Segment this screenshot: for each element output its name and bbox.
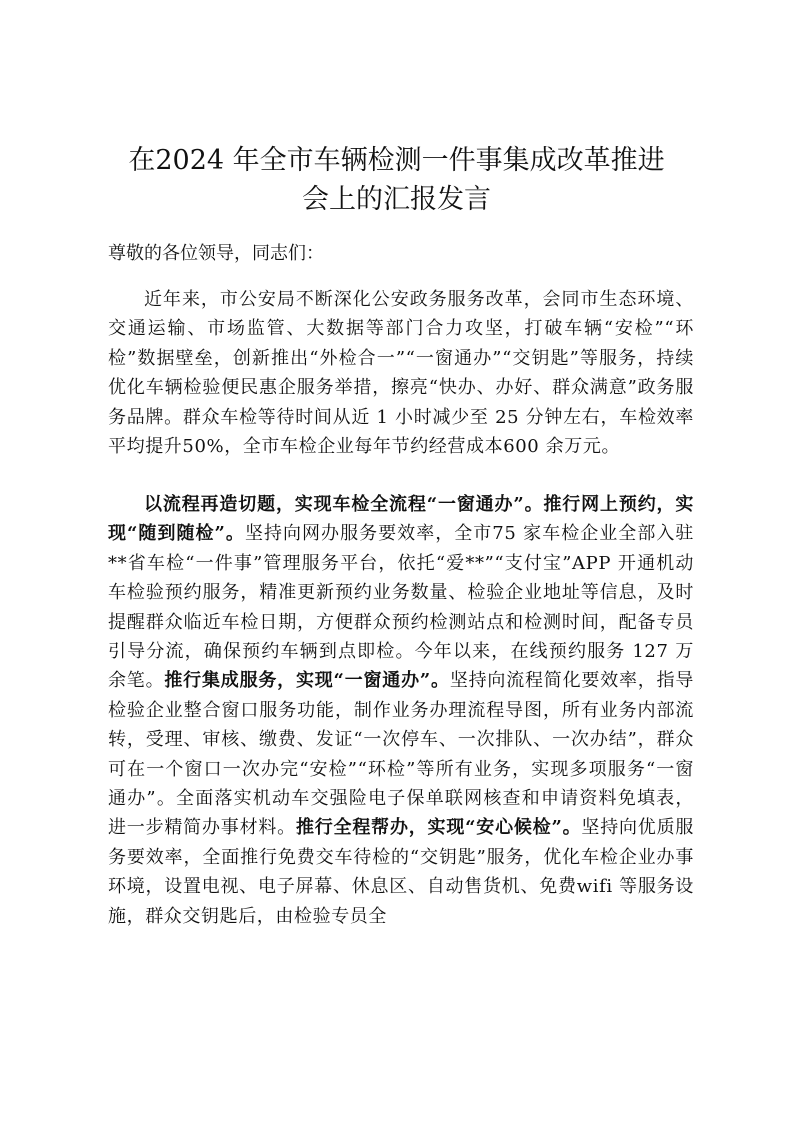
subheading-online-booking: 推行网上预约，实现“随到随检”。 xyxy=(108,494,694,545)
salutation: 尊敬的各位领导，同志们： xyxy=(108,243,324,264)
paragraph-intro: 近年来，市公安局不断深化公安政务服务改革，会同市生态环境、交通运输、市场监管、大数据等部门合力攻坚，打破车辆“安检”“环检”数据壁垒，创新推出“外检合一”“一窗通办”“交钥匙”等服务，持续优化车辆检验便民惠企服务举措，擦亮“快办、办好、群众满意”政务服务品牌。群众车检等待时间从近 1 小时减少至 25 分钟左右，车检效率平均提升50%，全市车检企业每年节约经营成本600 余万元。 xyxy=(108,289,694,458)
text-integrated-service: 坚持向流程简化要效率，指导检验企业整合窗口服务功能，制作业务办理流程导图，所有业务内部流转，受理、审核、缴费、发证“一次停车、一次排队、一次办结”，群众可在一个窗口一次办完“安检”“环检”等所有业务，实现多项服务“一窗通办”。全面落实机动车交强险电子保单联网核查和申请资料免填表，进一步精简办事材料。 xyxy=(108,670,694,839)
subheading-full-assistance: 推行全程帮办，实现“安心候检”。 xyxy=(295,817,582,839)
subheading-integrated-service: 推行集成服务，实现“一窗通办”。 xyxy=(164,670,450,692)
section-heading: 以流程再造切题，实现车检全流程“一窗通办”。 xyxy=(144,494,544,515)
paragraph-process-reform xyxy=(108,490,694,931)
text-online-booking: 坚持向网办服务要效率，全市75 家车检企业全部入驻**省车检“一件事”管理服务平台，依托“爱**”“支付宝”APP 开通机动车检验预约服务，精准更新预约业务数量、检验企业地址等信息，及时提醒群众临近车检日期，方便群众预约检测站点和检测时间，配备专员引导分流，确保预约车辆到点即检。今年以来，在线预约服务 127 万余笔。 xyxy=(108,523,694,692)
document-title-line-1: 在2024 年全市车辆检测一件事集成改革推进 xyxy=(128,145,665,176)
text-full-assistance: 坚持向优质服务要效率，全面推行免费交车待检的“交钥匙”服务，优化车检企业办事环境，设置电视、电子屏幕、休息区、自动售货机、免费wifi 等服务设施，群众交钥匙后，由检验专员全 xyxy=(108,817,695,927)
document-title-line-2: 会上的汇报发言 xyxy=(302,184,491,215)
